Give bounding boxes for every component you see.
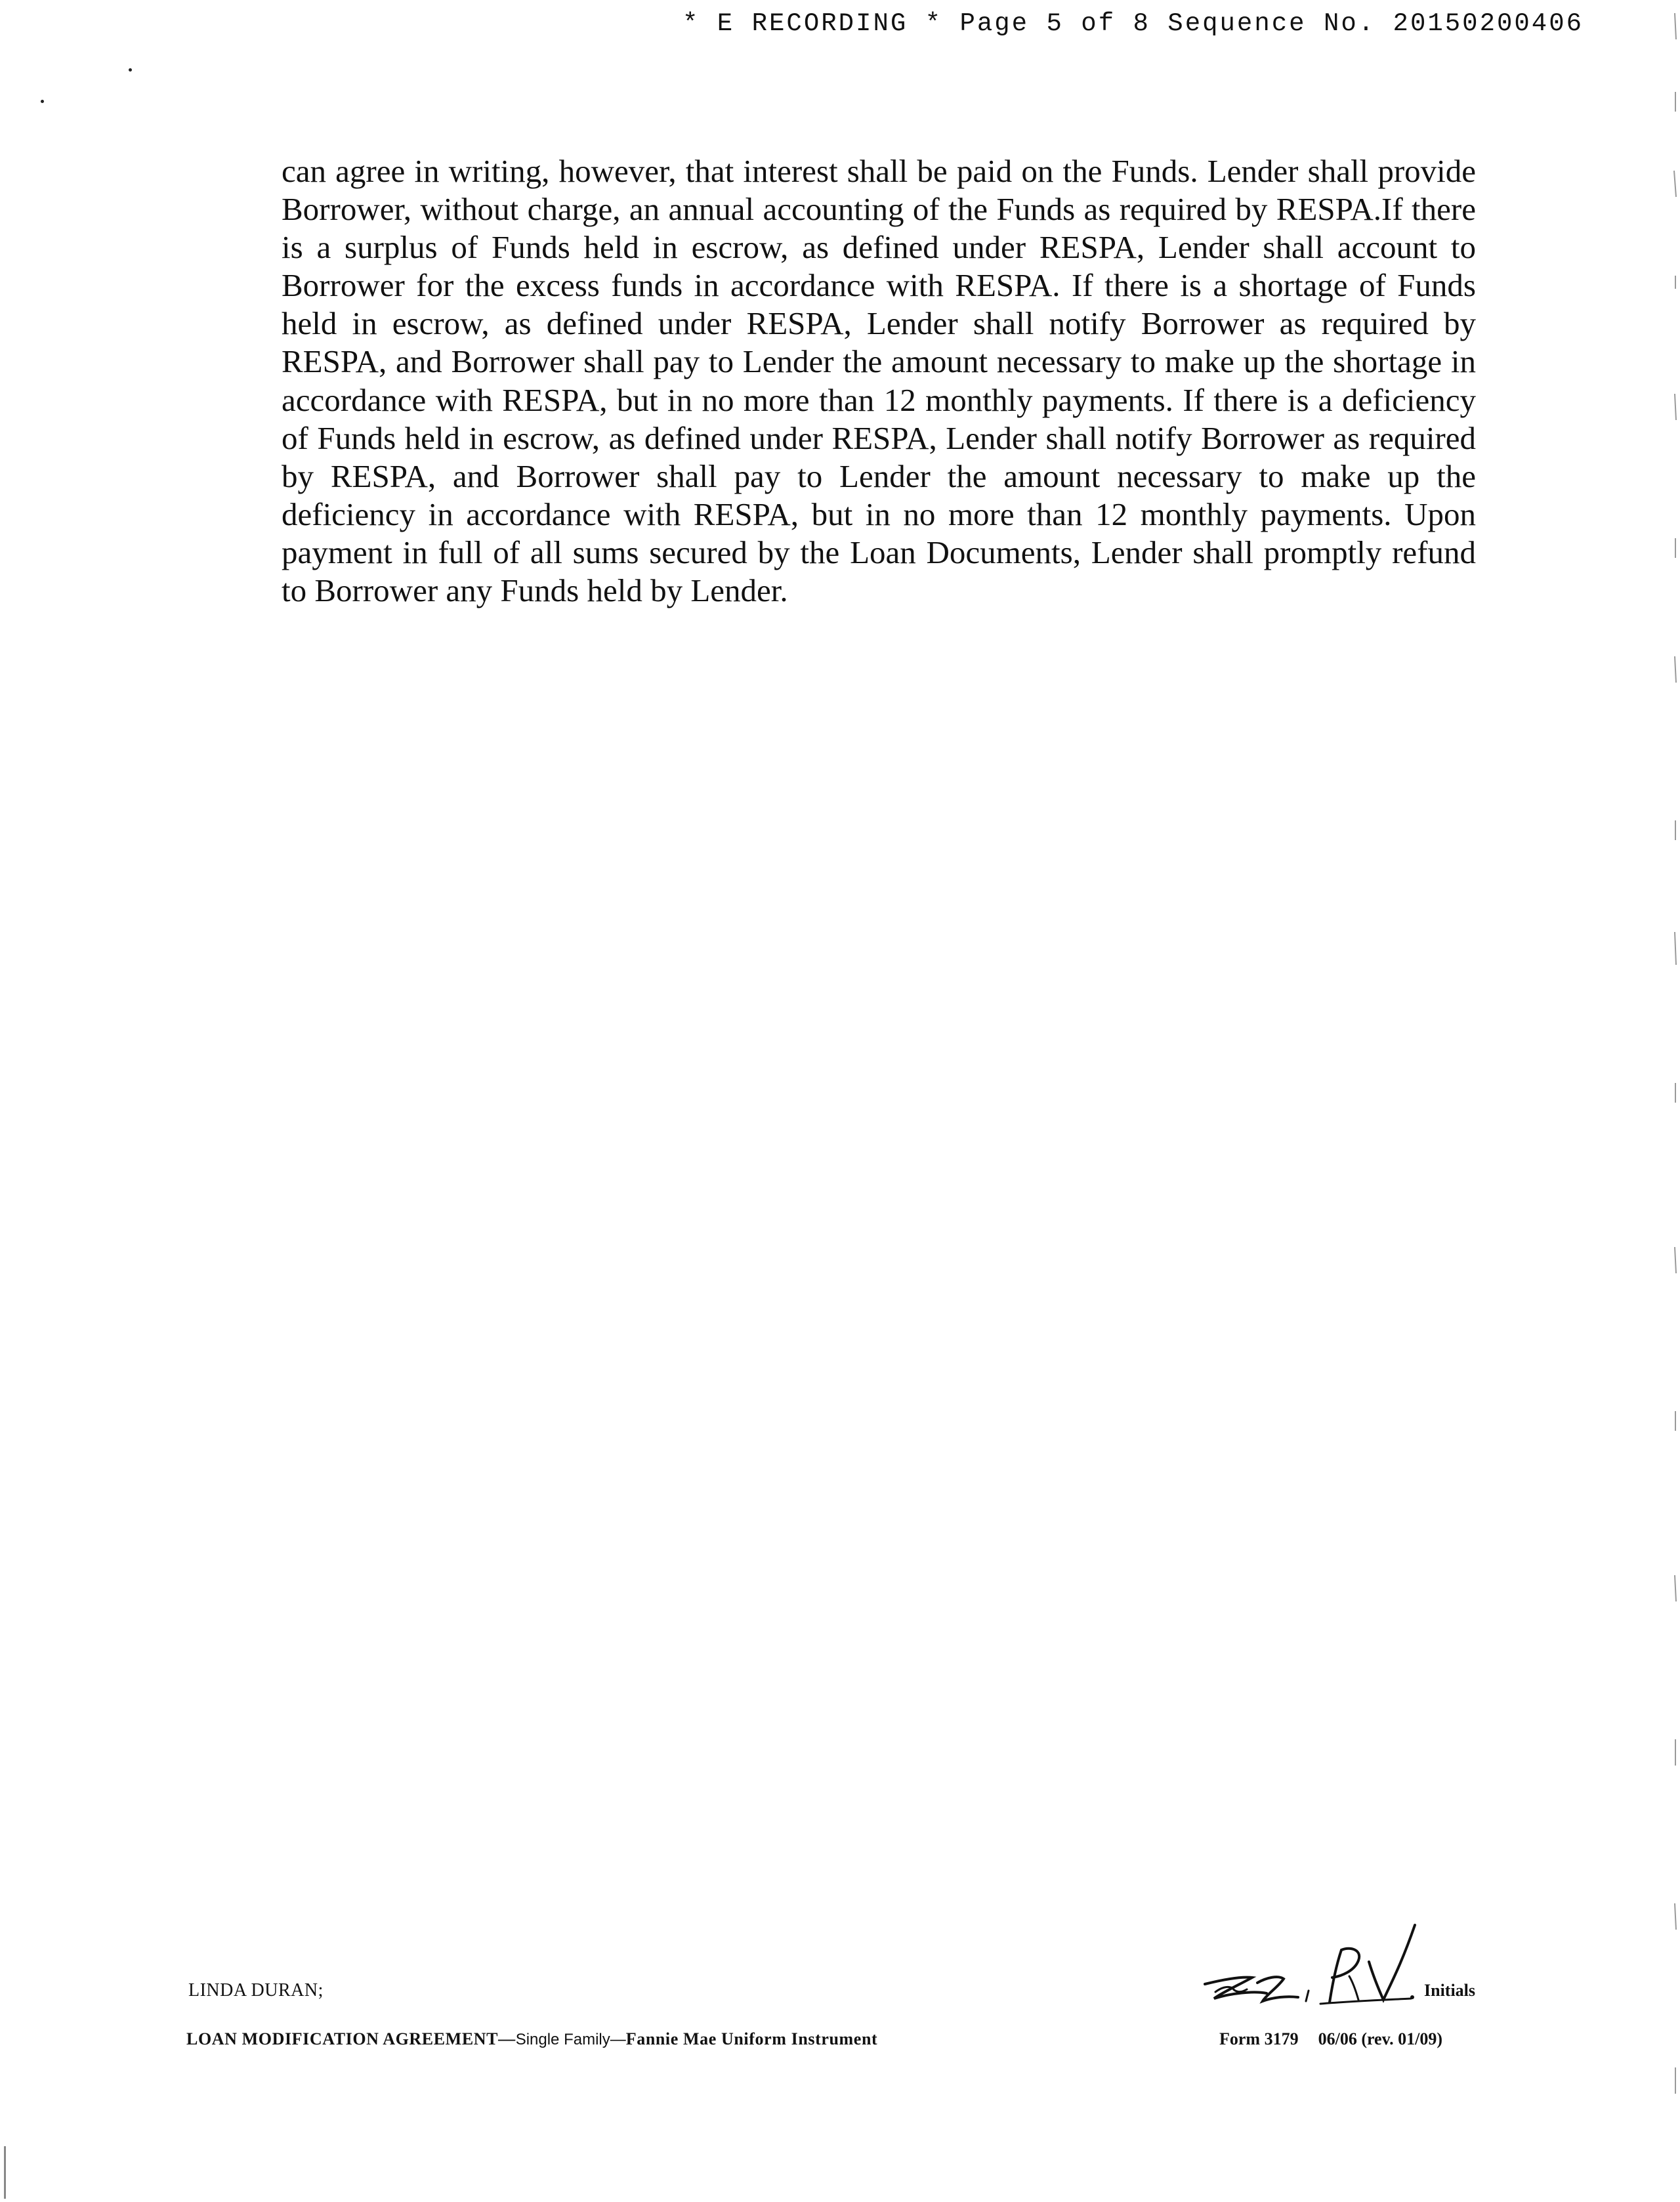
borrower-name: LINDA DURAN; xyxy=(188,1980,324,2001)
footer-document-title xyxy=(186,2029,877,2049)
escrow-funds-paragraph: can agree in writing, however, that interest shall be paid on the Funds. Lender shall provide Borrower, without charge, an annual accounting of the Funds as required by RESPA.If there is a surplus of Funds held in escrow, as defined under RESPA, Lender shall account to Borrower for the excess funds in accordance with RESPA. If there is a shortage of Funds held in escrow, as defined under RESPA, Lender shall notify Borrower as required by RESPA, and Borrower shall pay to Lender the amount necessary to make up the shortage in accordance with RESPA, but in no more than 12 monthly payments. If there is a deficiency of Funds held in escrow, as defined under RESPA, Lender shall notify Borrower as required by RESPA, and Borrower shall pay to Lender the amount necessary to make up the deficiency in accordance with RESPA, but in no more than 12 monthly payments. Upon payment in full of all sums secured by the Loan Documents, Lender shall promptly refund to Borrower any Funds held by Lender. xyxy=(282,153,1476,609)
scan-speck xyxy=(41,100,44,103)
form-number: Form 3179 xyxy=(1219,2029,1299,2048)
borrower-initials-signature xyxy=(1201,1920,1418,2008)
footer-subtitle: Single Family— xyxy=(515,2031,626,2048)
footer-title-bold: LOAN MODIFICATION AGREEMENT— xyxy=(186,2029,516,2048)
scan-speck xyxy=(129,68,132,72)
initials-label: Initials xyxy=(1424,1981,1476,2000)
form-revision: 06/06 (rev. 01/09) xyxy=(1318,2029,1443,2048)
footer-form-info xyxy=(1219,2029,1442,2049)
recording-header: * E RECORDING * Page 5 of 8 Sequence No. 20150200406 xyxy=(682,9,1584,38)
scan-edge-marks xyxy=(1671,0,1680,2202)
scan-edge-line xyxy=(4,2146,6,2199)
footer-title-bold-2: Fannie Mae Uniform Instrument xyxy=(625,2029,878,2048)
